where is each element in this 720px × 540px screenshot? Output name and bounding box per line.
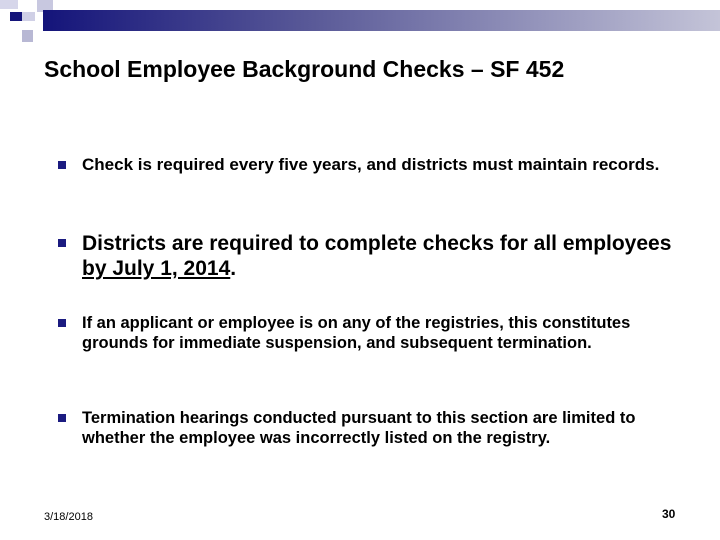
square-bullet-icon xyxy=(58,161,66,169)
bullet-text: Check is required every five years, and districts must maintain records. xyxy=(82,155,660,174)
decor-square xyxy=(0,0,18,9)
deadline: by July 1, 2014 xyxy=(82,257,231,280)
footer-date: 3/18/2018 xyxy=(44,511,93,523)
bullet-item xyxy=(58,155,698,175)
decor-square xyxy=(22,12,35,21)
bullet-item xyxy=(58,408,698,448)
bullet-item xyxy=(58,231,698,281)
bullet-item xyxy=(58,313,698,353)
bullet-text: Termination hearings conducted pursuant to this section are limited to whether the employee was incorrectly listed on the registry. xyxy=(82,409,636,447)
square-bullet-icon xyxy=(58,319,66,327)
bullet-text: Districts are required to complete checks for all employees by July 1, 2014. xyxy=(82,232,672,280)
bullet-text: If an applicant or employee is on any of the registries, this constitutes grounds for immediate suspension, and subsequent termination. xyxy=(82,314,631,352)
page-number: 30 xyxy=(662,507,676,521)
slide-title: School Employee Background Checks – SF 452 xyxy=(44,56,565,82)
decor-square xyxy=(22,30,33,42)
header-band xyxy=(43,10,720,31)
square-bullet-icon xyxy=(58,414,66,422)
square-bullet-icon xyxy=(58,239,66,247)
decor-square xyxy=(10,12,22,21)
